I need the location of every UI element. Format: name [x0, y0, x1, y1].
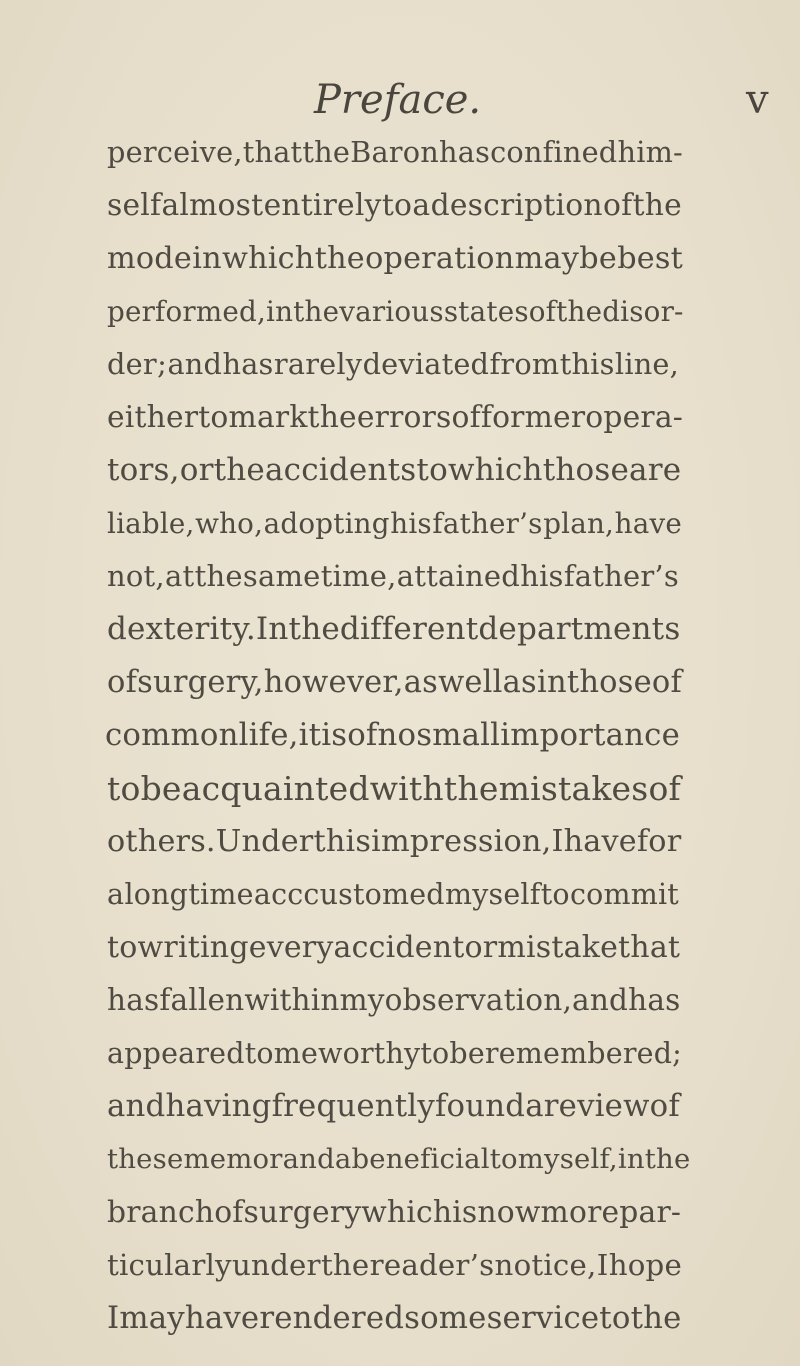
- word: former: [480, 400, 586, 435]
- word: for: [636, 824, 682, 859]
- word: and: [167, 347, 223, 381]
- word: confined: [490, 135, 618, 169]
- text-line: [107, 391, 683, 444]
- word: liable,: [107, 507, 195, 540]
- text-line: [107, 603, 680, 656]
- word: different: [339, 611, 479, 647]
- word: deviated: [362, 347, 490, 381]
- word: fallen: [159, 983, 245, 1017]
- word: the: [288, 611, 340, 647]
- word: memoranda: [183, 1143, 352, 1175]
- word: rarely: [273, 347, 363, 381]
- text-line: [107, 444, 680, 497]
- word: description: [430, 188, 603, 223]
- word: and: [572, 983, 629, 1017]
- word: of: [648, 769, 681, 808]
- word: is: [452, 1195, 478, 1230]
- word: the: [302, 135, 351, 169]
- word: to: [107, 769, 141, 808]
- word: acquainted: [181, 769, 370, 808]
- text-line: [107, 338, 679, 391]
- word: accident: [333, 930, 465, 965]
- word: mode: [107, 241, 192, 276]
- word: commit: [569, 878, 679, 911]
- word: well: [438, 665, 503, 700]
- word: time,: [320, 559, 397, 593]
- word: as: [403, 665, 439, 700]
- word: found: [434, 1088, 526, 1124]
- word: to: [489, 1143, 518, 1175]
- text-line: [107, 179, 682, 232]
- word: him-: [617, 135, 683, 169]
- text-line: [107, 1080, 680, 1133]
- word: surgery: [243, 1195, 362, 1230]
- word: performed,: [107, 295, 267, 328]
- word: mark: [228, 400, 308, 435]
- word: review: [543, 1088, 650, 1124]
- word: within: [244, 983, 340, 1017]
- word: common: [105, 717, 239, 753]
- page-header: [0, 72, 800, 128]
- word: hope: [608, 1248, 682, 1282]
- word: have: [614, 507, 682, 540]
- word: par-: [619, 1195, 682, 1230]
- word: to: [540, 878, 570, 911]
- word: this: [559, 347, 615, 381]
- word: from: [489, 347, 560, 381]
- word: have: [184, 1300, 260, 1336]
- word: mistakes: [498, 769, 649, 808]
- text-line: [107, 1292, 681, 1345]
- word: more: [540, 1195, 620, 1230]
- word: be: [579, 241, 617, 276]
- word: worthy: [318, 1037, 421, 1070]
- word: his: [390, 507, 432, 540]
- word: of: [347, 717, 378, 753]
- word: tors,: [107, 452, 180, 488]
- word: of: [649, 1088, 680, 1124]
- word: I: [551, 824, 564, 859]
- word: father’s: [432, 507, 543, 540]
- word: of: [528, 295, 557, 328]
- text-line: [107, 1239, 682, 1292]
- word: to: [198, 400, 229, 435]
- word: which: [222, 241, 315, 276]
- word: to: [416, 452, 448, 488]
- word: self: [107, 188, 162, 223]
- text-line: [105, 709, 680, 762]
- word: in: [536, 665, 567, 700]
- text-line: [107, 974, 680, 1027]
- word: to: [107, 930, 138, 965]
- word: remembered: [484, 1037, 673, 1070]
- word: with: [369, 769, 444, 808]
- word: myself,: [517, 1143, 618, 1175]
- word: has: [222, 347, 274, 381]
- word: the: [213, 452, 265, 488]
- word: the: [632, 188, 682, 223]
- word: to: [599, 1300, 631, 1336]
- word: that: [618, 930, 681, 965]
- text-line: [107, 232, 683, 285]
- word: rendered: [259, 1300, 405, 1336]
- word: observation,: [384, 983, 573, 1017]
- text-line: [107, 126, 683, 179]
- word: no: [377, 717, 417, 753]
- word: are: [629, 452, 682, 488]
- word: of: [107, 665, 138, 700]
- word: appeared: [107, 1037, 245, 1070]
- word: states: [443, 295, 529, 328]
- word: who,: [195, 507, 264, 540]
- text-line: [107, 656, 682, 709]
- word: in: [617, 1143, 645, 1175]
- word: others.: [107, 824, 216, 859]
- word: a: [412, 188, 431, 223]
- word: this: [313, 824, 372, 859]
- text-line: [107, 285, 683, 338]
- word: of: [451, 400, 481, 435]
- word: time: [188, 878, 254, 911]
- word: line,: [614, 347, 679, 381]
- word: as: [502, 665, 537, 700]
- word: has: [628, 983, 681, 1017]
- text-line: [107, 762, 681, 815]
- word: father’s: [563, 559, 679, 593]
- word: various: [339, 295, 444, 328]
- word: errors: [356, 400, 452, 435]
- text-line: [107, 1186, 680, 1239]
- word: dexterity.: [107, 611, 256, 647]
- word: importance: [500, 717, 680, 753]
- word: the: [644, 1143, 691, 1175]
- word: which: [361, 1195, 453, 1230]
- word: small: [416, 717, 501, 753]
- word: that: [242, 135, 303, 169]
- word: the: [194, 559, 243, 593]
- word: some: [404, 1300, 487, 1336]
- word: opera-: [585, 400, 684, 435]
- word: notice,: [494, 1248, 597, 1282]
- word: be: [449, 1037, 485, 1070]
- word: these: [107, 1143, 184, 1175]
- word: of: [214, 1195, 244, 1230]
- word: have: [563, 824, 637, 859]
- word: the: [307, 400, 357, 435]
- text-line: [107, 497, 682, 550]
- word: however,: [263, 665, 404, 700]
- word: perceive,: [107, 135, 243, 169]
- word: In: [255, 611, 289, 647]
- word: my: [339, 983, 385, 1017]
- text-line: [107, 1027, 682, 1080]
- word: be: [140, 769, 182, 808]
- word: in: [192, 241, 222, 276]
- word: of: [603, 188, 633, 223]
- word: reader’s: [369, 1248, 495, 1282]
- word: same: [242, 559, 321, 593]
- word: the: [630, 1300, 682, 1336]
- word: not,: [107, 559, 165, 593]
- word: and: [107, 1088, 166, 1124]
- word: almost: [161, 188, 264, 223]
- word: I: [596, 1248, 609, 1282]
- word: the: [443, 769, 499, 808]
- word: I: [107, 1300, 120, 1336]
- text-line: [107, 868, 679, 921]
- word: which: [447, 452, 543, 488]
- word: Baron: [350, 135, 439, 169]
- word: impression,: [371, 824, 552, 859]
- word: or: [464, 930, 498, 965]
- word: now: [477, 1195, 541, 1230]
- text-line: [107, 550, 679, 603]
- word: to: [420, 1037, 450, 1070]
- word: attained: [396, 559, 520, 593]
- word: those: [566, 665, 652, 700]
- word: to: [244, 1037, 274, 1070]
- text-line: [107, 1133, 691, 1186]
- word: life,: [238, 717, 299, 753]
- word: writing: [137, 930, 249, 965]
- word: the: [314, 241, 365, 276]
- word: plan,: [543, 507, 615, 540]
- word: myself: [444, 878, 541, 911]
- page-number: v: [746, 77, 769, 123]
- word: to: [381, 188, 413, 223]
- running-head: Preface.: [314, 77, 482, 123]
- word: it: [298, 717, 322, 753]
- word: is: [321, 717, 348, 753]
- word: Under: [215, 824, 314, 859]
- word: either: [107, 400, 199, 435]
- word: frequently: [271, 1088, 435, 1124]
- word: the: [320, 1248, 370, 1282]
- word: der: [107, 347, 157, 381]
- word: a: [107, 878, 125, 911]
- word: of: [651, 665, 682, 700]
- word: at: [165, 559, 195, 593]
- word: has: [439, 135, 491, 169]
- word: entirely: [263, 188, 382, 223]
- word: or: [179, 452, 214, 488]
- word: in: [266, 295, 294, 328]
- word: has: [107, 983, 160, 1017]
- word: disor-: [602, 295, 684, 328]
- word: adopting: [263, 507, 390, 540]
- word: me: [273, 1037, 319, 1070]
- word: long: [124, 878, 189, 911]
- word: operation: [365, 241, 515, 276]
- word: mistake: [497, 930, 619, 965]
- word: best: [617, 241, 683, 276]
- word: branch: [107, 1195, 215, 1230]
- word: ;: [157, 347, 168, 381]
- word: may: [514, 241, 580, 276]
- word: beneficial: [351, 1143, 490, 1175]
- word: having: [165, 1088, 272, 1124]
- word: service: [486, 1300, 600, 1336]
- word: a: [525, 1088, 544, 1124]
- word: the: [556, 295, 603, 328]
- word: under: [232, 1248, 321, 1282]
- word: may: [119, 1300, 185, 1336]
- word: every: [248, 930, 334, 965]
- text-line: [107, 815, 680, 868]
- word: ticularly: [107, 1248, 232, 1282]
- word: the: [293, 295, 340, 328]
- word: departments: [478, 611, 681, 647]
- text-line: [107, 921, 680, 974]
- word: those: [542, 452, 630, 488]
- word: surgery,: [137, 665, 264, 700]
- word: his: [520, 559, 564, 593]
- word: acccustomed: [253, 878, 445, 911]
- word: accidents: [264, 452, 417, 488]
- word: ;: [672, 1037, 682, 1070]
